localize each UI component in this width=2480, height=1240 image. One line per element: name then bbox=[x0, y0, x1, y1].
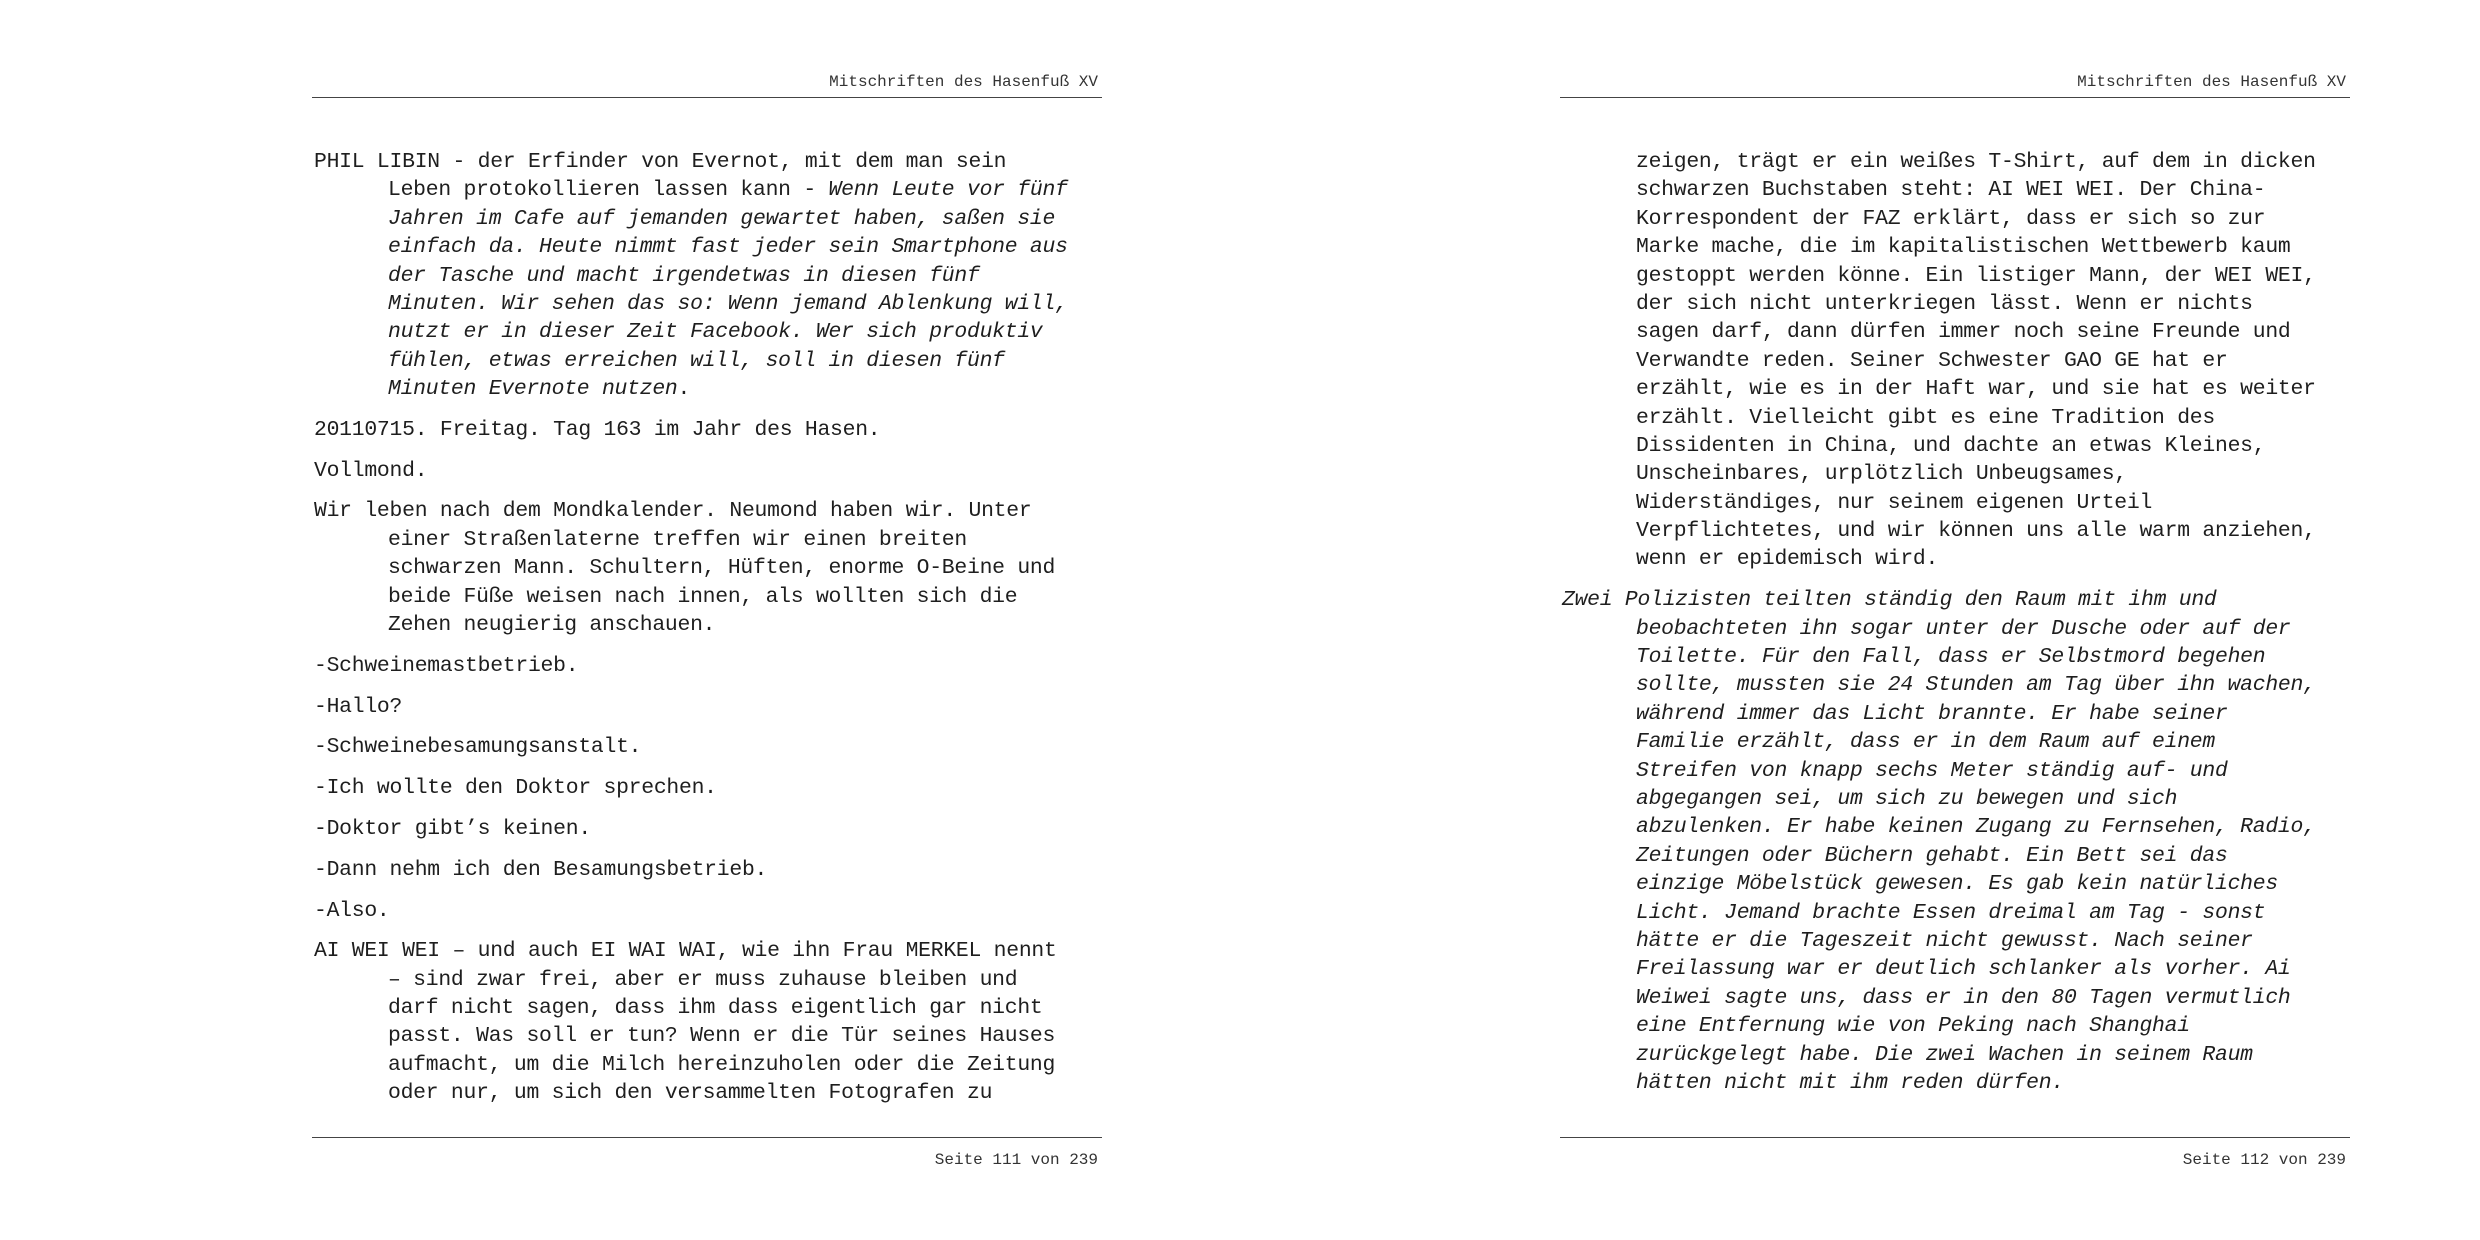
text-line bbox=[1562, 842, 2362, 870]
text: wenn er epidemisch wird. bbox=[1636, 547, 1939, 572]
italic-text: der Tasche und macht irgendetwas in diesen fünf bbox=[388, 263, 980, 288]
text: Marke mache, die im kapitalistischen Wettbewerb kaum bbox=[1636, 235, 2291, 260]
italic-text: Zeitungen oder Büchern gehabt. Ein Bett sei das bbox=[1636, 843, 2228, 868]
text-line bbox=[314, 966, 1114, 994]
text: Wir leben nach dem Mondkalender. Neumond haben wir. Unter bbox=[314, 499, 1032, 524]
text-line bbox=[314, 176, 1114, 204]
footer-rule bbox=[312, 1137, 1102, 1138]
text-line bbox=[314, 1079, 1114, 1107]
text-line bbox=[1562, 1012, 2362, 1040]
text: zeigen, trägt er ein weißes T-Shirt, auf dem in dicken bbox=[1636, 150, 2316, 174]
text-line bbox=[314, 693, 1114, 721]
text-line bbox=[1562, 176, 2362, 204]
italic-text: hätten nicht mit ihm reden dürfen. bbox=[1636, 1070, 2064, 1095]
text: Korrespondent der FAZ erklärt, dass er sich so zur bbox=[1636, 206, 2266, 231]
paragraph bbox=[314, 497, 1114, 639]
text: der sich nicht unterkriegen lässt. Wenn er nichts bbox=[1636, 291, 2253, 316]
text-line bbox=[314, 994, 1114, 1022]
text-line bbox=[314, 526, 1114, 554]
italic-text: zurückgelegt habe. Die zwei Wachen in seinem Raum bbox=[1636, 1042, 2253, 1067]
text: erzählt. Vielleicht gibt es eine Tradition des bbox=[1636, 405, 2215, 430]
text-line bbox=[1562, 671, 2362, 699]
text-line bbox=[1562, 643, 2362, 671]
text: Dissidenten in China, und dachte an etwas Kleines, bbox=[1636, 433, 2266, 458]
italic-text: nutzt er in dieser Zeit Facebook. Wer sich produktiv bbox=[388, 320, 1043, 345]
text: Leben protokollieren lassen kann - bbox=[388, 178, 829, 203]
text-line bbox=[314, 290, 1114, 318]
text-line bbox=[314, 856, 1114, 884]
text-line bbox=[1562, 870, 2362, 898]
text-line bbox=[1562, 728, 2362, 756]
text-line bbox=[314, 375, 1114, 403]
text: Vollmond. bbox=[314, 458, 428, 483]
text-line bbox=[1562, 615, 2362, 643]
text-line bbox=[1562, 318, 2362, 346]
paragraph bbox=[1562, 148, 2362, 574]
italic-text: Licht. Jemand brachte Essen dreimal am Tag - sonst bbox=[1636, 900, 2266, 925]
text: passt. Was soll er tun? Wenn er die Tür seines Hauses bbox=[388, 1024, 1056, 1049]
text: Verpflichtetes, und wir können uns alle warm anziehen, bbox=[1636, 519, 2316, 544]
text-line bbox=[314, 497, 1114, 525]
running-head: Mitschriften des Hasenfuß XV bbox=[829, 73, 1098, 91]
text-line bbox=[1562, 955, 2362, 983]
left-page bbox=[312, 0, 1102, 1240]
header-rule bbox=[1560, 97, 2350, 98]
text-line bbox=[1562, 586, 2362, 614]
paragraph bbox=[314, 897, 1114, 925]
paragraph bbox=[1562, 586, 2362, 1097]
text-line bbox=[1562, 205, 2362, 233]
text-line bbox=[1562, 347, 2362, 375]
italic-text: Weiwei sagte uns, dass er in den 80 Tagen vermutlich bbox=[1636, 985, 2291, 1010]
text: Unscheinbares, urplötzlich Unbeugsames, bbox=[1636, 462, 2127, 487]
paragraph bbox=[314, 774, 1114, 802]
text-line bbox=[1562, 262, 2362, 290]
text-line bbox=[1562, 517, 2362, 545]
text: Zehen neugierig anschauen. bbox=[388, 613, 716, 638]
text-line bbox=[1562, 927, 2362, 955]
text: – sind zwar frei, aber er muss zuhause bleiben und bbox=[388, 967, 1018, 992]
text: -Doktor gibt’s keinen. bbox=[314, 816, 591, 841]
paragraph bbox=[314, 148, 1114, 404]
paragraph bbox=[314, 693, 1114, 721]
text-line bbox=[314, 897, 1114, 925]
text-line bbox=[314, 652, 1114, 680]
text-line bbox=[314, 583, 1114, 611]
paragraph bbox=[314, 815, 1114, 843]
text-line bbox=[314, 815, 1114, 843]
text: -Schweinebesamungsanstalt. bbox=[314, 735, 642, 760]
text-line bbox=[314, 318, 1114, 346]
page-number: Seite 111 von 239 bbox=[934, 1151, 1098, 1169]
paragraph bbox=[314, 416, 1114, 444]
right-page bbox=[1560, 0, 2350, 1240]
text: Verwandte reden. Seiner Schwester GAO GE hat er bbox=[1636, 348, 2228, 373]
paragraph bbox=[314, 856, 1114, 884]
page-number: Seite 112 von 239 bbox=[2182, 1151, 2346, 1169]
italic-text: während immer das Licht brannte. Er habe seiner bbox=[1636, 701, 2228, 726]
italic-text: Freilassung war er deutlich schlanker als vorher. Ai bbox=[1636, 957, 2291, 982]
text-line bbox=[1562, 432, 2362, 460]
text-line bbox=[1562, 813, 2362, 841]
text: . bbox=[677, 377, 691, 402]
text-line bbox=[1562, 290, 2362, 318]
text: Widerständiges, nur seinem eigenen Urteil bbox=[1636, 490, 2153, 515]
text: oder nur, um sich den versammelten Fotografen zu bbox=[388, 1081, 993, 1106]
italic-text: hätte er die Tageszeit nicht gewusst. Nach seiner bbox=[1636, 928, 2253, 953]
italic-text: abzulenken. Er habe keinen Zugang zu Fernsehen, Radio, bbox=[1636, 815, 2316, 840]
text-line bbox=[314, 457, 1114, 485]
text-line bbox=[1562, 984, 2362, 1012]
italic-text: Jahren im Cafe auf jemanden gewartet haben, saßen sie bbox=[388, 206, 1056, 231]
text-line bbox=[314, 937, 1114, 965]
text-line bbox=[1562, 148, 2362, 176]
text: 20110715. Freitag. Tag 163 im Jahr des Hasen. bbox=[314, 417, 881, 442]
paragraph bbox=[314, 652, 1114, 680]
paragraph bbox=[314, 733, 1114, 761]
text: sagen darf, dann dürfen immer noch seine Freunde und bbox=[1636, 320, 2291, 345]
text: -Also. bbox=[314, 898, 390, 923]
italic-text: einzige Möbelstück gewesen. Es gab kein natürliches bbox=[1636, 872, 2278, 897]
text-line bbox=[314, 416, 1114, 444]
header-rule bbox=[312, 97, 1102, 98]
text-line bbox=[1562, 899, 2362, 927]
text: gestoppt werden könne. Ein listiger Mann, der WEI WEI, bbox=[1636, 263, 2316, 288]
italic-text: sollte, mussten sie 24 Stunden am Tag über ihn wachen, bbox=[1636, 673, 2316, 698]
text: -Hallo? bbox=[314, 694, 403, 719]
italic-text: fühlen, etwas erreichen will, soll in diesen fünf bbox=[388, 348, 1005, 373]
text: -Dann nehm ich den Besamungsbetrieb. bbox=[314, 857, 768, 882]
text-line bbox=[314, 347, 1114, 375]
text-line bbox=[1562, 460, 2362, 488]
text: AI WEI WEI – und auch EI WAI WAI, wie ihn Frau MERKEL nennt bbox=[314, 939, 1057, 964]
page-body bbox=[1562, 148, 2362, 1110]
text-line bbox=[314, 148, 1114, 176]
text: schwarzen Mann. Schultern, Hüften, enorme O-Beine und bbox=[388, 556, 1056, 581]
page-body bbox=[314, 148, 1114, 1120]
text-line bbox=[314, 1022, 1114, 1050]
text: beide Füße weisen nach innen, als wollten sich die bbox=[388, 584, 1018, 609]
text-line bbox=[1562, 1041, 2362, 1069]
text: -Ich wollte den Doktor sprechen. bbox=[314, 776, 717, 801]
text-line bbox=[314, 774, 1114, 802]
text-line bbox=[1562, 757, 2362, 785]
text-line bbox=[1562, 785, 2362, 813]
italic-text: Streifen von knapp sechs Meter ständig auf- und bbox=[1636, 758, 2228, 783]
text: erzählt, wie es in der Haft war, und sie hat es weiter bbox=[1636, 377, 2316, 402]
italic-text: abgegangen sei, um sich zu bewegen und sich bbox=[1636, 786, 2178, 811]
italic-text: beobachteten ihn sogar unter der Dusche oder auf der bbox=[1636, 616, 2291, 641]
italic-text: einfach da. Heute nimmt fast jeder sein Smartphone aus bbox=[388, 235, 1068, 260]
text-line bbox=[314, 554, 1114, 582]
paragraph bbox=[314, 457, 1114, 485]
text-line bbox=[1562, 233, 2362, 261]
text-line bbox=[1562, 375, 2362, 403]
text: -Schweinemastbetrieb. bbox=[314, 653, 579, 678]
text: darf nicht sagen, dass ihm dass eigentlich gar nicht bbox=[388, 996, 1043, 1021]
italic-text: Minuten. Wir sehen das so: Wenn jemand Ablenkung will, bbox=[388, 291, 1068, 316]
italic-text: Minuten Evernote nutzen bbox=[388, 377, 678, 402]
text: PHIL LIBIN - der Erfinder von Evernot, mit dem man sein bbox=[314, 150, 1007, 174]
italic-text: eine Entfernung wie von Peking nach Shanghai bbox=[1636, 1014, 2190, 1039]
running-head: Mitschriften des Hasenfuß XV bbox=[2077, 73, 2346, 91]
text-line bbox=[314, 611, 1114, 639]
text: einer Straßenlaterne treffen wir einen breiten bbox=[388, 527, 967, 552]
text: schwarzen Buchstaben steht: AI WEI WEI. Der China- bbox=[1636, 178, 2266, 203]
paragraph bbox=[314, 937, 1114, 1107]
text-line bbox=[314, 733, 1114, 761]
text-line bbox=[1562, 404, 2362, 432]
text-line bbox=[1562, 489, 2362, 517]
text-line bbox=[1562, 1069, 2362, 1097]
italic-text: Zwei Polizisten teilten ständig den Raum mit ihm und bbox=[1562, 588, 2217, 613]
text-line bbox=[314, 205, 1114, 233]
italic-text: Toilette. Für den Fall, dass er Selbstmord begehen bbox=[1636, 645, 2266, 670]
text: aufmacht, um die Milch hereinzuholen oder die Zeitung bbox=[388, 1052, 1056, 1077]
italic-text: Wenn Leute vor fünf bbox=[828, 178, 1068, 203]
footer-rule bbox=[1560, 1137, 2350, 1138]
text-line bbox=[1562, 545, 2362, 573]
text-line bbox=[1562, 700, 2362, 728]
text-line bbox=[314, 1051, 1114, 1079]
text-line bbox=[314, 233, 1114, 261]
text-line bbox=[314, 262, 1114, 290]
italic-text: Familie erzählt, dass er in dem Raum auf einem bbox=[1636, 730, 2215, 755]
